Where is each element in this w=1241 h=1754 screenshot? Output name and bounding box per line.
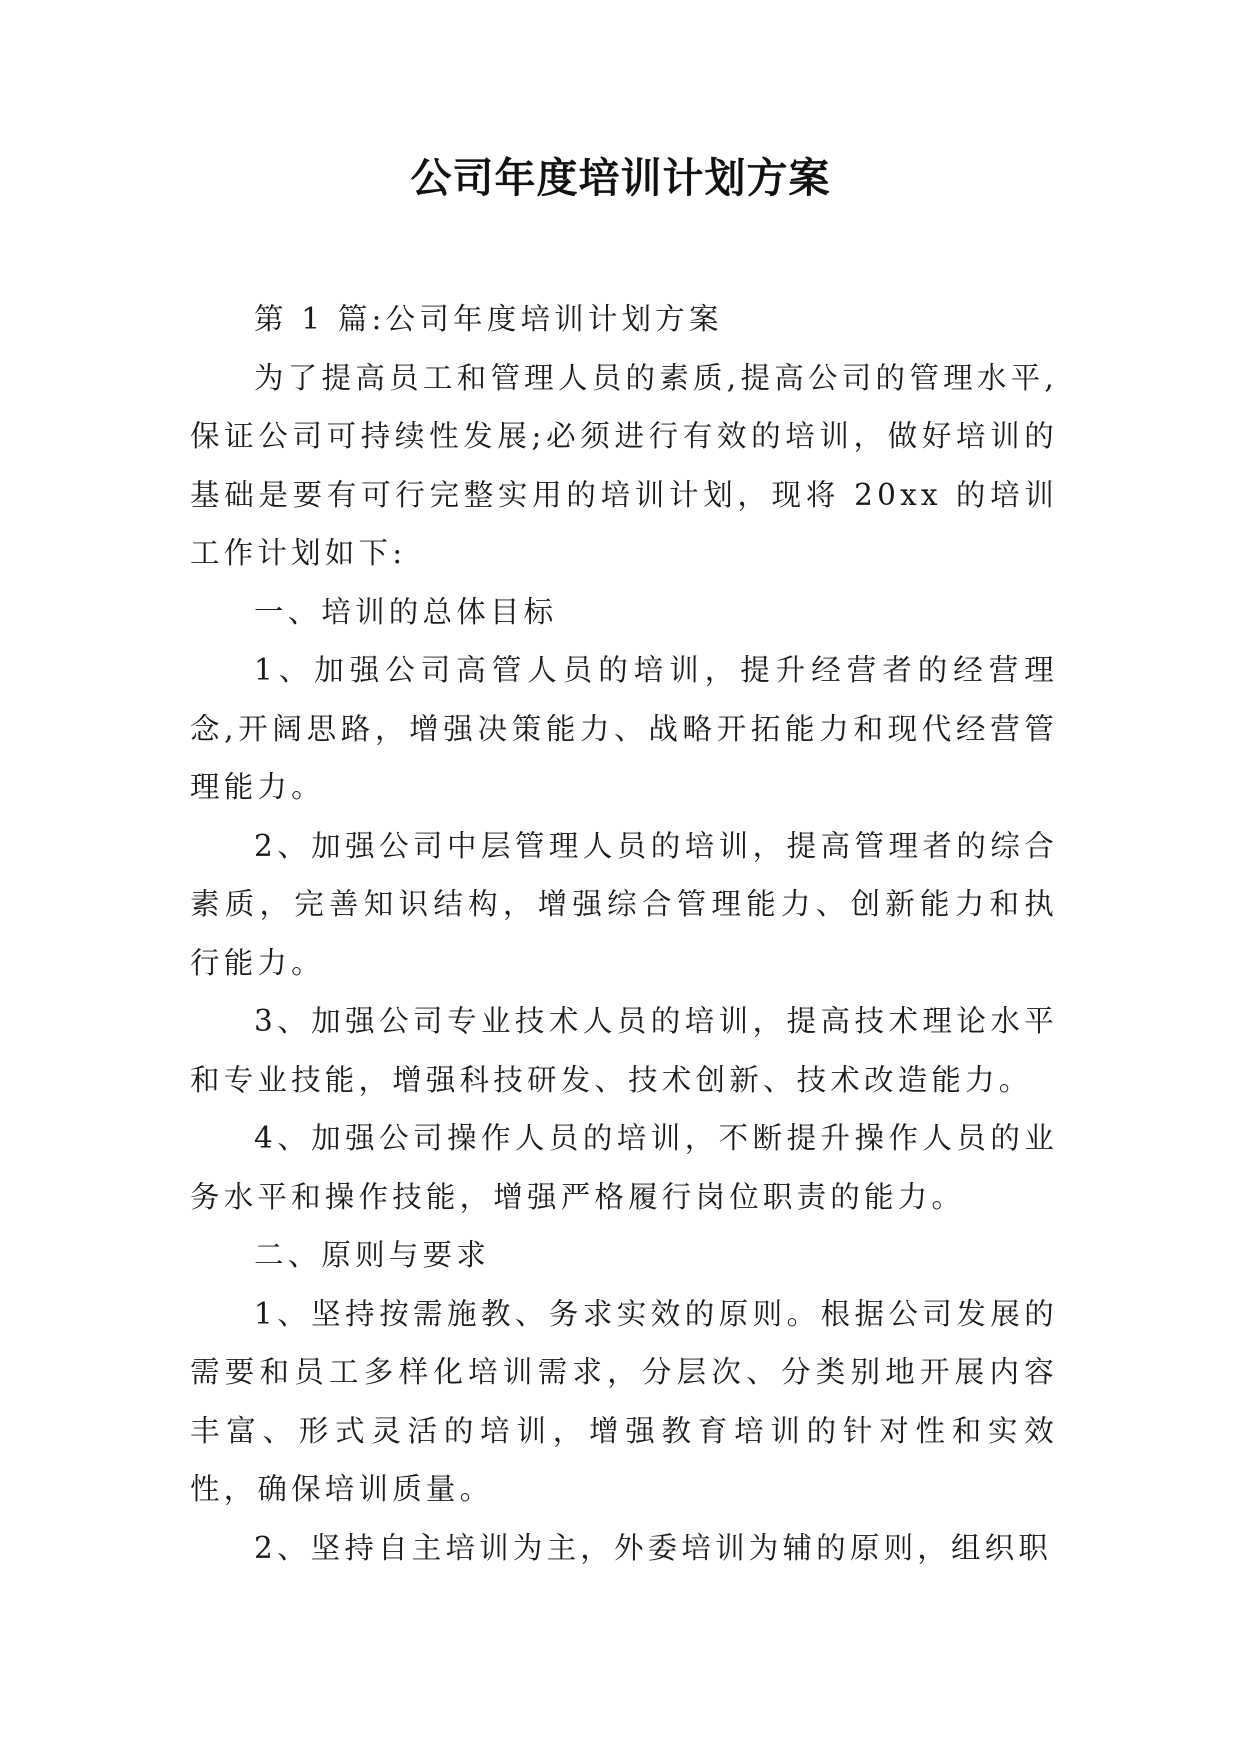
paragraph-goal-3: 3、加强公司专业技术人员的培训，提高技术理论水平和专业技能，增强科技研发、技术创新、技术改造能力。 [190,1004,1058,1097]
paragraph-principle-2: 2、坚持自主培训为主，外委培训为辅的原则，组织职 [254,1530,1053,1565]
paragraph-principle-1: 1、坚持按需施教、务求实效的原则。根据公司发展的需要和员工多样化培训需求，分层次、分类别地开展内容丰富、形式灵活的培训，增强教育培训的针对性和实效性，确保培训质量。 [190,1296,1058,1506]
section-heading-overall-goals: 一、培训的总体目标 [254,594,558,629]
document-body [190,290,1058,1577]
paragraph-goal-4: 4、加强公司操作人员的培训，不断提升操作人员的业务水平和操作技能，增强严格履行岗位职责的能力。 [190,1121,1058,1214]
paragraph-chapter-heading: 第 1 篇:公司年度培训计划方案 [254,302,723,336]
paragraph-goal-2: 2、加强公司中层管理人员的培训，提高管理者的综合素质，完善知识结构，增强综合管理能力、创新能力和执行能力。 [190,828,1058,980]
paragraph-goal-1: 1、加强公司高管人员的培训，提升经营者的经营理念,开阔思路，增强决策能力、战略开拓能力和现代经营管理能力。 [190,653,1058,804]
paragraph-introduction: 为了提高员工和管理人员的素质,提高公司的管理水平,保证公司可持续性发展;必须进行有效的培训，做好培训的基础是要有可行完整实用的培训计划，现将 20xx 的培训工作计划如下: [190,360,1058,570]
document-title: 公司年度培训计划方案 [410,154,831,202]
section-heading-principles: 二、原则与要求 [254,1238,490,1272]
